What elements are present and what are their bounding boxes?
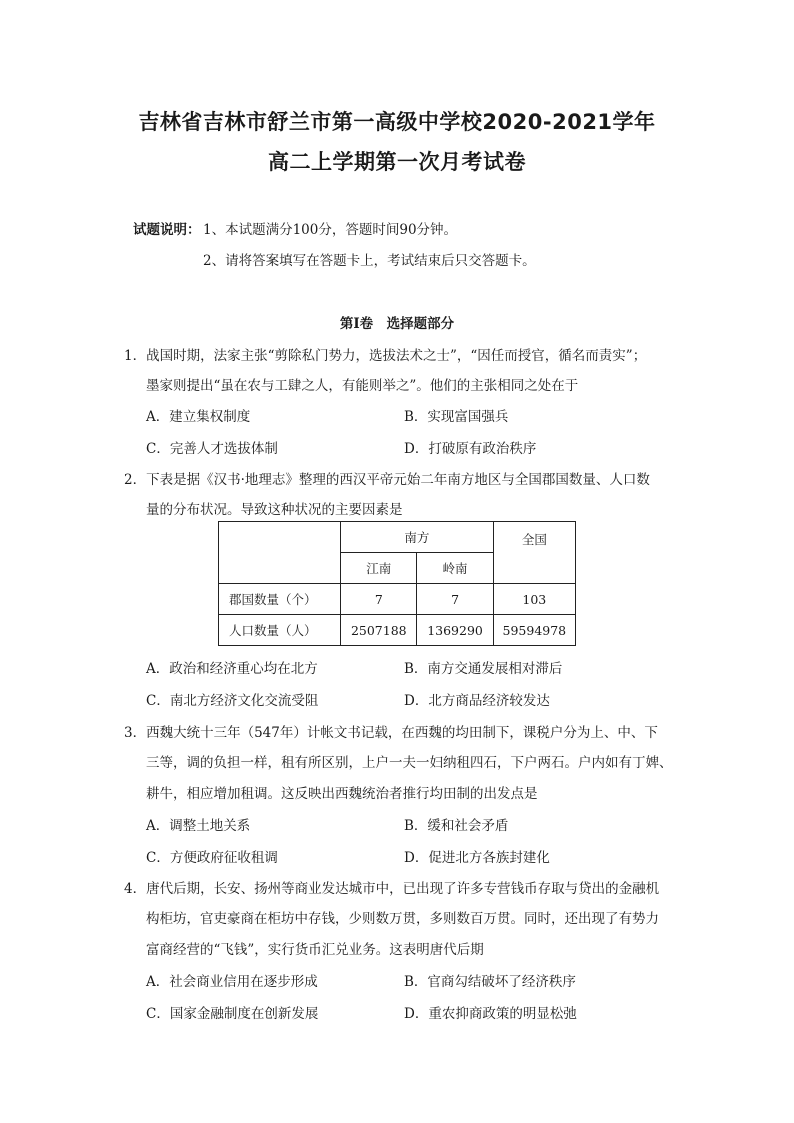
instruction-item-1: 1、本试题满分100分，答题时间90分钟。 (203, 222, 458, 238)
table-cell-lingnan: 7 (417, 584, 493, 615)
table-header-jiangnan: 江南 (341, 553, 417, 584)
table-row (219, 615, 576, 646)
question-1-option-b: B．实现富国强兵 (404, 409, 509, 425)
table-header-south: 南方 (341, 522, 494, 553)
population-table (218, 521, 576, 646)
question-1-option-a: A．建立集权制度 (146, 409, 251, 425)
table-row-label: 人口数量（人） (219, 615, 341, 646)
table-cell-national: 59594978 (493, 615, 575, 646)
question-3-line-2: 三等，调的负担一样，租有所区别，上户一夫一妇纳租四石，下户两石。户内如有丁婢、 (146, 755, 673, 771)
question-4-line-1: 4．唐代后期，长安、扬州等商业发达城市中，已出现了许多专营钱币存取与贷出的金融机 (124, 881, 660, 897)
exam-title-line2: 高二上学期第一次月考试卷 (268, 150, 526, 174)
table-row (219, 584, 576, 615)
question-1-line-2: 墨家则提出“虽在农与工肆之人，有能则举之”。他们的主张相同之处在于 (146, 378, 579, 394)
question-2-line-2: 量的分布状况。导致这种状况的主要因素是 (146, 502, 403, 518)
instructions-label: 试题说明： (133, 222, 201, 238)
question-4-line-2: 构柜坊，官吏豪商在柜坊中存钱，少则数万贯，多则数百万贯。同时，还出现了有势力 (146, 911, 659, 927)
table-cell-national: 103 (493, 584, 575, 615)
question-1-option-d: D．打破原有政治秩序 (404, 441, 537, 457)
question-1-line-1: 1．战国时期，法家主张“剪除私门势力，选拔法术之士”，“因任而授官，循名而责实”； (124, 348, 647, 364)
question-2-option-c: C．南北方经济文化交流受阻 (146, 693, 319, 709)
section-title: 第Ⅰ卷 选择题部分 (339, 316, 455, 332)
table-cell-jiangnan: 2507188 (341, 615, 417, 646)
question-2-option-b: B．南方交通发展相对滞后 (404, 661, 563, 677)
question-2-option-a: A．政治和经济重心均在北方 (146, 661, 318, 677)
question-1-option-c: C．完善人才选拔体制 (146, 441, 278, 457)
table-header-national: 全国 (493, 522, 575, 584)
question-3-line-3: 耕牛，相应增加租调。这反映出西魏统治者推行均田制的出发点是 (146, 786, 538, 802)
question-4-option-a: A．社会商业信用在逐步形成 (146, 974, 318, 990)
table-corner-cell (219, 522, 341, 584)
question-4-option-b: B．官商勾结破坏了经济秩序 (404, 974, 576, 990)
table-row-label: 郡国数量（个） (219, 584, 341, 615)
question-2-option-d: D．北方商品经济较发达 (404, 693, 550, 709)
exam-title-line1: 吉林省吉林市舒兰市第一高级中学校2020-2021学年 (138, 110, 656, 134)
table-cell-lingnan: 1369290 (417, 615, 493, 646)
question-3-option-b: B．缓和社会矛盾 (404, 818, 509, 834)
question-4-option-c: C．国家金融制度在创新发展 (146, 1006, 319, 1022)
instruction-item-2: 2、请将答案填写在答题卡上，考试结束后只交答题卡。 (203, 253, 536, 269)
table-header-lingnan: 岭南 (417, 553, 493, 584)
question-3-option-c: C．方便政府征收租调 (146, 850, 278, 866)
question-3-option-d: D．促进北方各族封建化 (404, 850, 550, 866)
table-cell-jiangnan: 7 (341, 584, 417, 615)
question-3-option-a: A．调整土地关系 (146, 818, 251, 834)
question-4-line-3: 富商经营的“飞钱”，实行货币汇兑业务。这表明唐代后期 (146, 942, 484, 958)
question-3-line-1: 3．西魏大统十三年（547年）计帐文书记载，在西魏的均田制下，课税户分为上、中、下 (124, 725, 658, 741)
question-4-option-d: D．重农抑商政策的明显松弛 (404, 1006, 577, 1022)
question-2-line-1: 2．下表是据《汉书·地理志》整理的西汉平帝元始二年南方地区与全国郡国数量、人口数 (124, 472, 650, 488)
